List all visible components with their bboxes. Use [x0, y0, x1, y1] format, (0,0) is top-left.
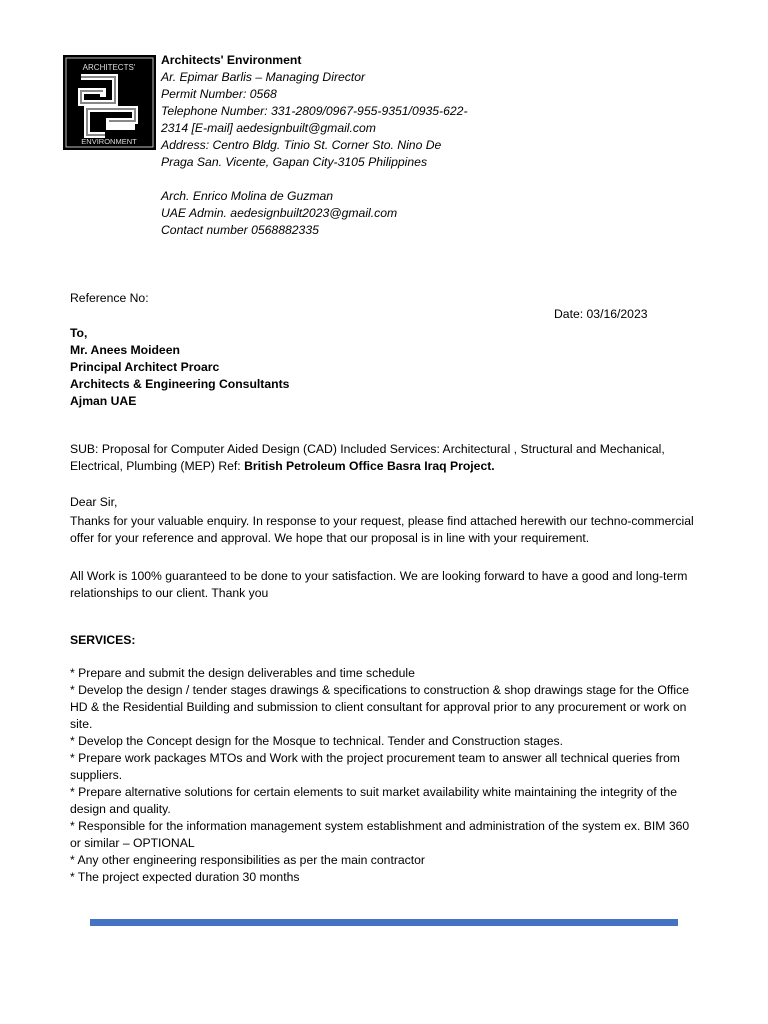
letterhead [161, 52, 471, 239]
contact-number: Contact number 0568882335 [161, 223, 319, 237]
recipient-title: Principal Architect Proarc [70, 360, 220, 374]
service-item: * Prepare work packages MTOs and Work with the project procurement team to answer all technical queries from suppliers. [70, 751, 680, 782]
permit-number: Permit Number: 0568 [161, 87, 277, 101]
service-item: * Prepare and submit the design deliverables and time schedule [70, 666, 415, 680]
service-item: * Responsible for the information management system establishment and administration of the system ex. BIM 360 or similar – OPTIONAL [70, 819, 690, 850]
subject-line [70, 441, 695, 475]
address: Address: Centro Bldg. Tinio St. Corner Sto. Nino De Praga San. Vicente, Gapan City-3105 Philippines [161, 138, 442, 169]
footer-rule [90, 919, 678, 926]
guarantee-paragraph: All Work is 100% guaranteed to be done to your satisfaction. We are looking forward to have a good and long-term relationships to our client. Thank you [70, 569, 688, 600]
service-item: * The project expected duration 30 months [70, 870, 300, 884]
recipient-company: Architects & Engineering Consultants [70, 377, 290, 391]
logo-text-bottom: ENVIRONMENT [81, 137, 137, 146]
reference-label: Reference No: [70, 291, 149, 305]
services-heading: SERVICES: [70, 633, 136, 647]
company-logo [63, 55, 156, 150]
director: Ar. Epimar Barlis – Managing Director [161, 70, 366, 84]
salutation: Dear Sir, [70, 495, 118, 509]
recipient-to: To, [70, 326, 88, 340]
recipient-location: Ajman UAE [70, 394, 137, 408]
service-item: * Develop the design / tender stages drawings & specifications to construction & shop drawings stage for the Office HD & the Residential Building and submission to client consultant for approval prior to any procurement or work on site. [70, 683, 689, 731]
service-item: * Any other engineering responsibilities as per the main contractor [70, 853, 425, 867]
services-list [70, 665, 695, 886]
recipient-name: Mr. Anees Moideen [70, 343, 180, 357]
telephone: Telephone Number: 331-2809/0967-955-9351/0935-622-2314 [E-mail] aedesignbuilt@gmail.com [161, 104, 468, 135]
logo-text-top: ARCHITECTS' [82, 63, 136, 72]
arch-name: Arch. Enrico Molina de Guzman [161, 189, 334, 203]
letter-date: Date: 03/16/2023 [554, 307, 648, 321]
subject-reference: British Petroleum Office Basra Iraq Project. [244, 459, 495, 473]
company-name: Architects' Environment [161, 53, 302, 67]
subject-text: SUB: Proposal for Computer Aided Design (CAD) Included Services: Architectural , Structural and Mechanical, Electrical, Plumbing (MEP) Ref: [70, 442, 665, 473]
recipient-block [70, 325, 289, 410]
service-item: * Develop the Concept design for the Mosque to technical. Tender and Construction stages. [70, 734, 563, 748]
thanks-paragraph: Thanks for your valuable enquiry. In response to your request, please find attached herewith our techno-commercial offer for your reference and approval. We hope that our proposal is in line with your requirement. [70, 514, 694, 545]
uae-admin: UAE Admin. aedesignbuilt2023@gmail.com [161, 206, 398, 220]
service-item: * Prepare alternative solutions for certain elements to suit market availability white maintaining the integrity of the design and quality. [70, 785, 677, 816]
